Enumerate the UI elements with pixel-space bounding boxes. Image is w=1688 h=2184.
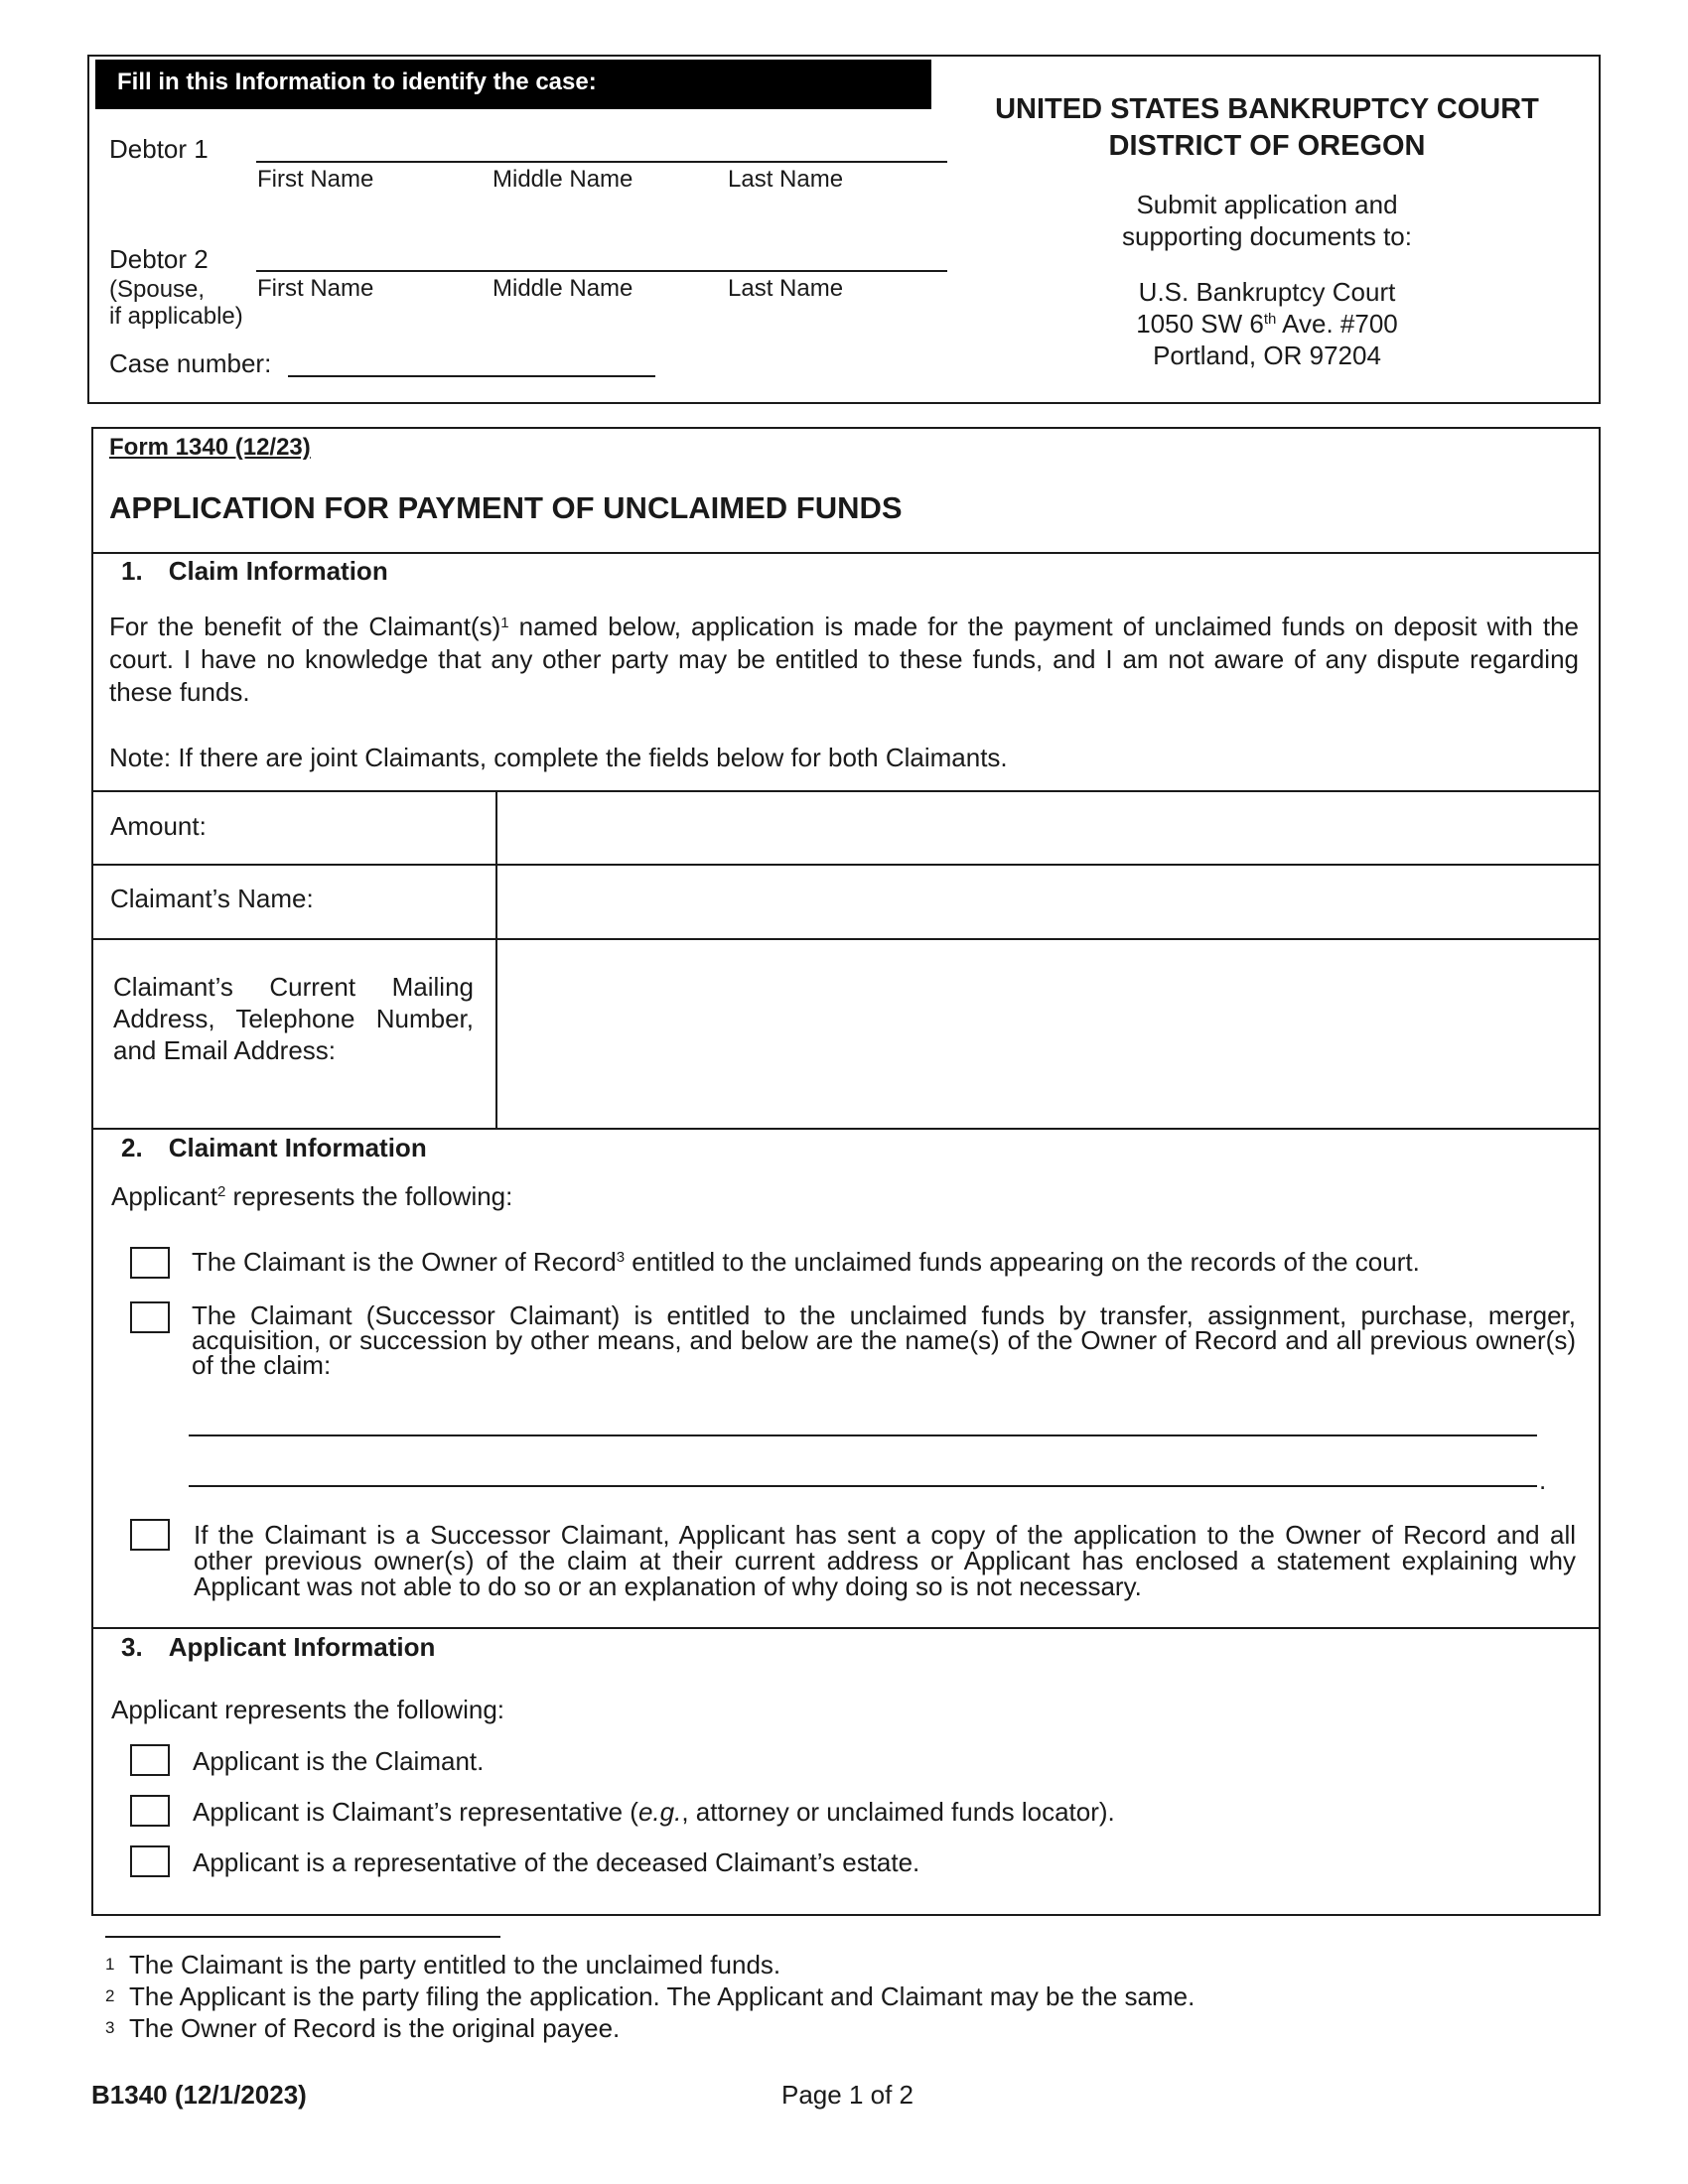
address-line3: Portland, OR 97204 <box>1153 341 1381 370</box>
section2-heading <box>121 1132 427 1163</box>
owner-of-record-text <box>192 1246 1420 1278</box>
form-id: B1340 (12/1/2023) <box>91 2080 307 2110</box>
footnote-ref-3: 3 <box>616 1249 626 1266</box>
section2-number: 2. <box>121 1133 143 1162</box>
owner-of-record-text-start: The Claimant is the Owner of Record <box>192 1247 617 1277</box>
estate-representative-checkbox[interactable] <box>130 1845 170 1877</box>
court-address <box>949 276 1585 371</box>
case-info-banner-text: Fill in this Information to identify the case: <box>117 68 597 95</box>
footnote-2-text: The Applicant is the party filing the application. The Applicant and Claimant may be the same. <box>129 1981 1196 2011</box>
address-line1: U.S. Bankruptcy Court <box>1138 277 1396 307</box>
footnote-ref-2: 2 <box>216 1183 226 1200</box>
spouse-label: (Spouse, <box>109 276 206 303</box>
if-applicable-label: if applicable) <box>109 303 243 330</box>
estate-representative-text: Applicant is a representative of the deceased Claimant’s estate. <box>193 1847 920 1877</box>
claimant-address-label: Claimant’s Current Mailing Address, Telephone Number, and Email Address: <box>113 972 474 1065</box>
successor-notice-text: If the Claimant is a Successor Claimant, Applicant has sent a copy of the application to the Owner of Record and all other previous owner(s) of the claim at their current address or Applicant has enclosed a statement explaining why Applicant was not able to do so or an explanation of why doing so is not necessary. <box>194 1520 1576 1601</box>
applicant-representative-checkbox[interactable] <box>130 1795 170 1827</box>
applicant-representative-text <box>193 1796 1115 1828</box>
section1-para-rest: named below, application is made for the payment of unclaimed funds on deposit with the court. I have no knowledge that any other party may be entitled to these funds, and I am not aware of any dispute regarding these funds. <box>109 612 1579 707</box>
section1-heading <box>121 555 388 587</box>
owner-of-record-checkbox[interactable] <box>130 1247 170 1279</box>
form-title: APPLICATION FOR PAYMENT OF UNCLAIMED FUNDS <box>109 490 903 525</box>
debtor2-middle-name-label: Middle Name <box>492 275 633 302</box>
amount-field[interactable] <box>497 792 1599 864</box>
section2-intro-rest: represents the following: <box>225 1181 513 1211</box>
page-number: Page 1 of 2 <box>781 2080 914 2110</box>
section1-paragraph <box>109 611 1579 709</box>
section3-number: 3. <box>121 1632 143 1662</box>
owner-of-record-text-rest: entitled to the unclaimed funds appearing on the records of the court. <box>625 1247 1420 1277</box>
debtor1-name-field[interactable] <box>256 161 947 163</box>
successor-claimant-checkbox[interactable] <box>130 1301 170 1333</box>
debtor2-first-name-label: First Name <box>257 275 374 302</box>
footnote-2-number: 2 <box>105 1986 115 2005</box>
footnote-3 <box>105 2013 620 2045</box>
debtor2-last-name-label: Last Name <box>728 275 844 302</box>
footnote-1 <box>105 1950 780 1981</box>
section3-intro: Applicant represents the following: <box>111 1695 505 1724</box>
claimant-name-field[interactable] <box>497 866 1599 938</box>
section1-title: Claim Information <box>168 556 388 586</box>
footnote-3-text: The Owner of Record is the original payee. <box>129 2013 621 2043</box>
footnote-2 <box>105 1981 1195 2013</box>
section2-intro-start: Applicant <box>111 1181 217 1211</box>
debtor1-middle-name-label: Middle Name <box>492 166 633 193</box>
previous-owners-line2[interactable] <box>189 1485 1537 1487</box>
address-line2 <box>949 308 1585 340</box>
submit-line1: Submit application and <box>1136 190 1398 219</box>
section1-number: 1. <box>121 556 143 586</box>
footnote-ref-1: 1 <box>500 614 509 631</box>
footnote-1-number: 1 <box>105 1955 115 1974</box>
section1-para-start: For the benefit of the Claimant(s) <box>109 612 501 641</box>
successor-notice-checkbox[interactable] <box>130 1519 170 1551</box>
previous-owners-line1[interactable] <box>189 1434 1537 1436</box>
footnote-1-text: The Claimant is the party entitled to the unclaimed funds. <box>129 1950 781 1979</box>
address-ordinal: th <box>1263 311 1277 328</box>
submit-line2: supporting documents to: <box>1122 221 1412 251</box>
case-number-label: Case number: <box>109 348 272 378</box>
amount-label: Amount: <box>110 811 207 841</box>
previous-owners-period: . <box>1539 1465 1547 1495</box>
applicant-representative-start: Applicant is Claimant’s representative ( <box>193 1797 638 1827</box>
footnote-3-number: 3 <box>105 2018 115 2037</box>
court-name-line2: DISTRICT OF OREGON <box>1108 130 1426 162</box>
divider-section3 <box>91 1627 1601 1629</box>
applicant-is-claimant-checkbox[interactable] <box>130 1744 170 1776</box>
applicant-representative-rest: , attorney or unclaimed funds locator). <box>681 1797 1115 1827</box>
debtor1-last-name-label: Last Name <box>728 166 844 193</box>
applicant-representative-eg: e.g. <box>637 1797 682 1827</box>
section2-intro <box>111 1180 512 1212</box>
debtor1-label: Debtor 1 <box>109 134 209 164</box>
debtor2-label: Debtor 2 <box>109 244 209 274</box>
address-street-number: 1050 SW 6 <box>1136 309 1264 339</box>
submit-instructions <box>949 189 1585 252</box>
applicant-is-claimant-text: Applicant is the Claimant. <box>193 1746 485 1776</box>
divider-title <box>91 552 1601 554</box>
table-bottom-border <box>91 1128 1601 1130</box>
case-number-field[interactable] <box>288 375 655 377</box>
form-number: Form 1340 (12/23) <box>109 434 311 461</box>
address-street-rest: Ave. #700 <box>1276 309 1398 339</box>
claimant-address-field[interactable] <box>497 940 1599 1128</box>
footnote-separator <box>105 1936 500 1938</box>
section3-heading <box>121 1631 435 1663</box>
section1-note: Note: If there are joint Claimants, complete the fields below for both Claimants. <box>109 743 1008 772</box>
debtor1-first-name-label: First Name <box>257 166 374 193</box>
court-name <box>949 91 1585 165</box>
claimant-name-label: Claimant’s Name: <box>110 884 314 913</box>
court-name-line1: UNITED STATES BANKRUPTCY COURT <box>995 93 1539 125</box>
successor-claimant-text: The Claimant (Successor Claimant) is entitled to the unclaimed funds by transfer, assignment, purchase, merger, acquisition, or succession by other means, and below are the name(s) of the Owner of Record and all previous owner(s) of the claim: <box>192 1300 1576 1380</box>
section3-title: Applicant Information <box>168 1632 436 1662</box>
section2-title: Claimant Information <box>168 1133 427 1162</box>
debtor2-name-field[interactable] <box>256 270 947 272</box>
